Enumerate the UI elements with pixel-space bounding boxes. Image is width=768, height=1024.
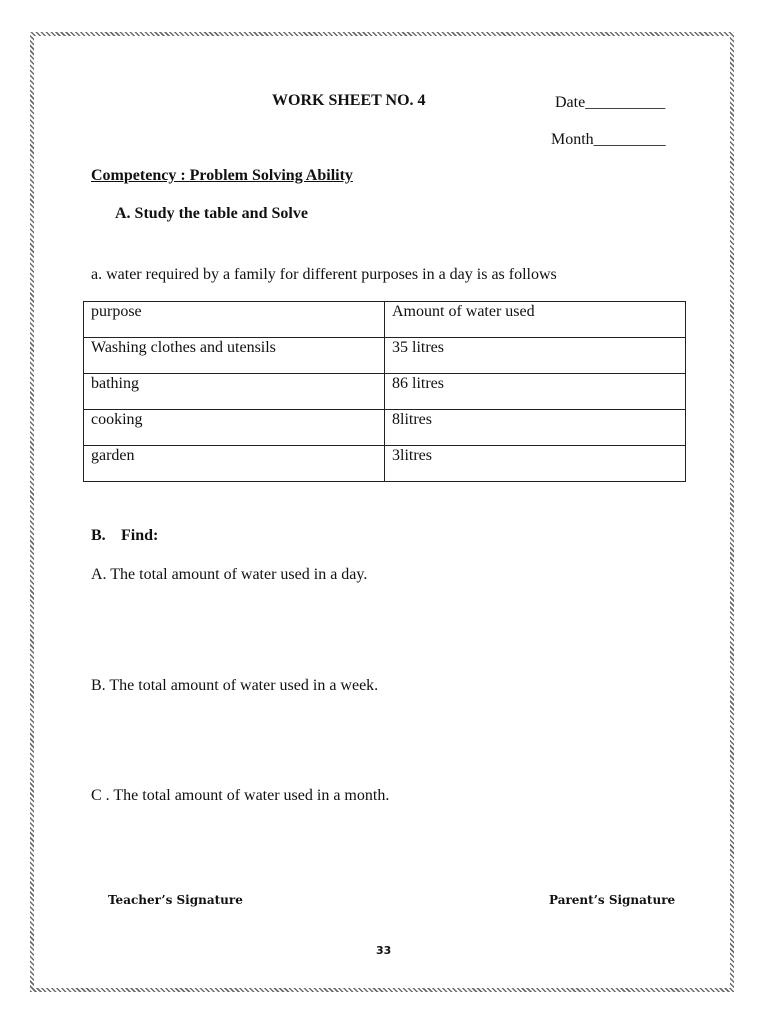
table-cell-amount: 35 litres: [385, 338, 686, 374]
table-cell-amount: 86 litres: [385, 374, 686, 410]
competency-heading: Competency : Problem Solving Ability: [91, 167, 353, 184]
table-header-cell: Amount of water used: [385, 302, 686, 338]
teacher-signature-label: Teacher’s Signature: [108, 893, 243, 907]
table-cell-purpose: Washing clothes and utensils: [84, 338, 385, 374]
question-c: C . The total amount of water used in a month.: [91, 787, 390, 804]
table-intro-text: a. water required by a family for different purposes in a day is as follows: [91, 266, 557, 283]
month-field: Month_________: [551, 131, 666, 148]
worksheet-title: WORK SHEET NO. 4: [272, 92, 426, 109]
question-b: B. The total amount of water used in a week.: [91, 677, 379, 694]
table-cell-purpose: bathing: [84, 374, 385, 410]
table-header-cell: purpose: [84, 302, 385, 338]
table-cell-amount: 8litres: [385, 410, 686, 446]
section-a-heading: A. Study the table and Solve: [115, 205, 308, 222]
parent-signature-label: Parent’s Signature: [549, 893, 676, 907]
page-number: 33: [376, 944, 392, 957]
table-row: [84, 374, 686, 410]
question-a: A. The total amount of water used in a day.: [91, 566, 368, 583]
section-b-number: B.: [91, 527, 106, 544]
table-cell-purpose: garden: [84, 446, 385, 482]
table-cell-amount: 3litres: [385, 446, 686, 482]
table-row: [84, 338, 686, 374]
water-usage-table: [83, 301, 686, 482]
table-header-row: [84, 302, 686, 338]
table-row: [84, 410, 686, 446]
date-field: Date__________: [555, 94, 666, 111]
table-cell-purpose: cooking: [84, 410, 385, 446]
section-b-heading: [91, 527, 158, 545]
table-row: [84, 446, 686, 482]
section-b-title: Find:: [121, 527, 159, 544]
